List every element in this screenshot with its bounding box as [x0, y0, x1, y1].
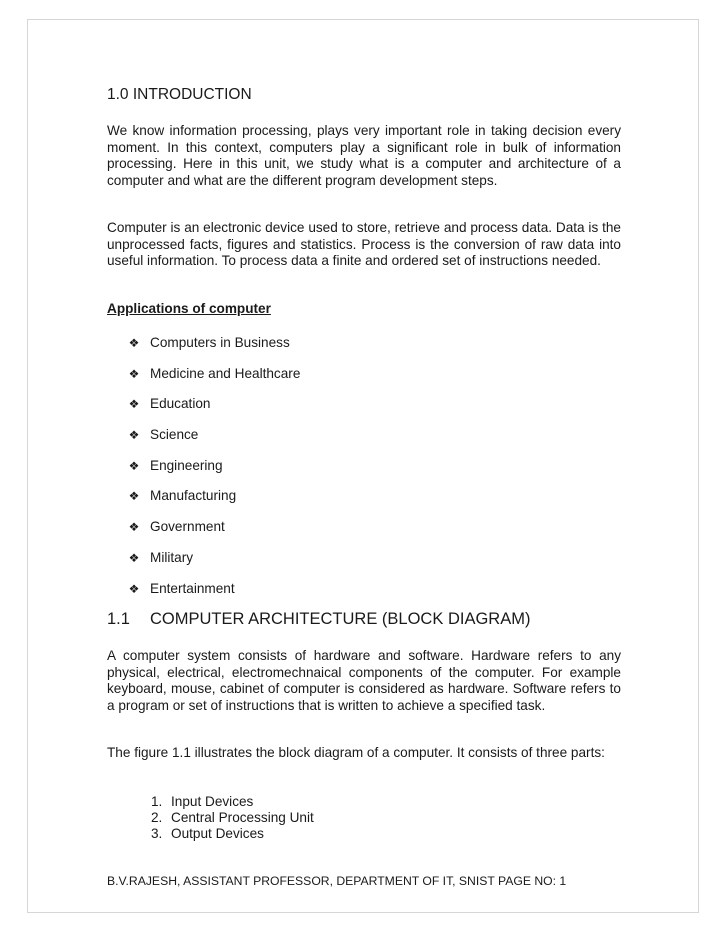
diamond-bullet-icon: ❖ — [128, 397, 140, 412]
list-item — [151, 794, 314, 810]
list-item — [151, 810, 314, 826]
list-number: 3. — [151, 826, 163, 841]
intro-paragraph-2: Computer is an electronic device used to store, retrieve and process data. Data is the unprocessed facts, figures and statistics. Process is the conversion of raw data into useful information. To process data a finite and ordered set of instructions needed. — [107, 220, 621, 269]
diamond-bullet-icon: ❖ — [128, 550, 140, 565]
list-item-label: Science — [150, 427, 199, 443]
intro-paragraph-1: We know information processing, plays very important role in taking decision every moment. In this context, computers play a significant role in bulk of information processing. Here in this unit, we study what is a computer and architecture of a computer and what are the different program development steps. — [107, 123, 621, 188]
section-title: COMPUTER ARCHITECTURE (BLOCK DIAGRAM) — [150, 610, 531, 628]
list-number: 1. — [151, 794, 163, 809]
list-item-label: Engineering — [150, 457, 223, 473]
applications-heading: Applications of computer — [107, 301, 271, 316]
diamond-bullet-icon: ❖ — [128, 366, 140, 381]
list-item-label: Output Devices — [171, 826, 264, 841]
intro-heading: 1.0 INTRODUCTION — [107, 86, 252, 103]
list-item-label: Medicine and Healthcare — [150, 365, 301, 381]
list-item-label: Computers in Business — [150, 335, 290, 350]
diamond-bullet-icon: ❖ — [128, 489, 140, 504]
list-item — [107, 580, 300, 611]
parts-list — [151, 794, 314, 842]
applications-list — [107, 334, 300, 610]
list-item-label: Education — [150, 396, 211, 412]
list-item-label: Government — [150, 519, 225, 535]
diamond-bullet-icon: ❖ — [128, 336, 140, 350]
list-item-label: Input Devices — [171, 794, 254, 809]
diamond-bullet-icon: ❖ — [128, 458, 140, 473]
diamond-bullet-icon: ❖ — [128, 520, 140, 535]
list-item — [107, 395, 300, 426]
diamond-bullet-icon: ❖ — [128, 581, 140, 596]
list-item — [107, 365, 300, 396]
architecture-paragraph-2: The figure 1.1 illustrates the block diagram of a computer. It consists of three parts: — [107, 745, 605, 760]
list-item-label: Entertainment — [150, 580, 235, 596]
architecture-heading — [107, 610, 530, 629]
diamond-bullet-icon: ❖ — [128, 428, 140, 443]
list-item — [107, 426, 300, 457]
list-item — [107, 518, 300, 549]
list-item — [107, 457, 300, 488]
list-item-label: Manufacturing — [150, 488, 237, 504]
page-footer: B.V.RAJESH, ASSISTANT PROFESSOR, DEPARTMENT OF IT, SNIST PAGE NO: 1 — [107, 874, 567, 888]
architecture-paragraph-1: A computer system consists of hardware and software. Hardware refers to any physical, electrical, electromechnaical components of the computer. For example keyboard, mouse, cabinet of computer is considered as hardware. Software refers to a program or set of instructions that is written to achieve a specified task. — [107, 648, 621, 713]
list-item — [107, 549, 300, 580]
list-item — [107, 334, 300, 365]
list-item — [107, 487, 300, 518]
list-item-label: Central Processing Unit — [171, 810, 314, 825]
list-item — [151, 826, 314, 842]
section-number: 1.1 — [107, 610, 130, 628]
list-item-label: Military — [150, 549, 194, 565]
list-number: 2. — [151, 810, 163, 825]
